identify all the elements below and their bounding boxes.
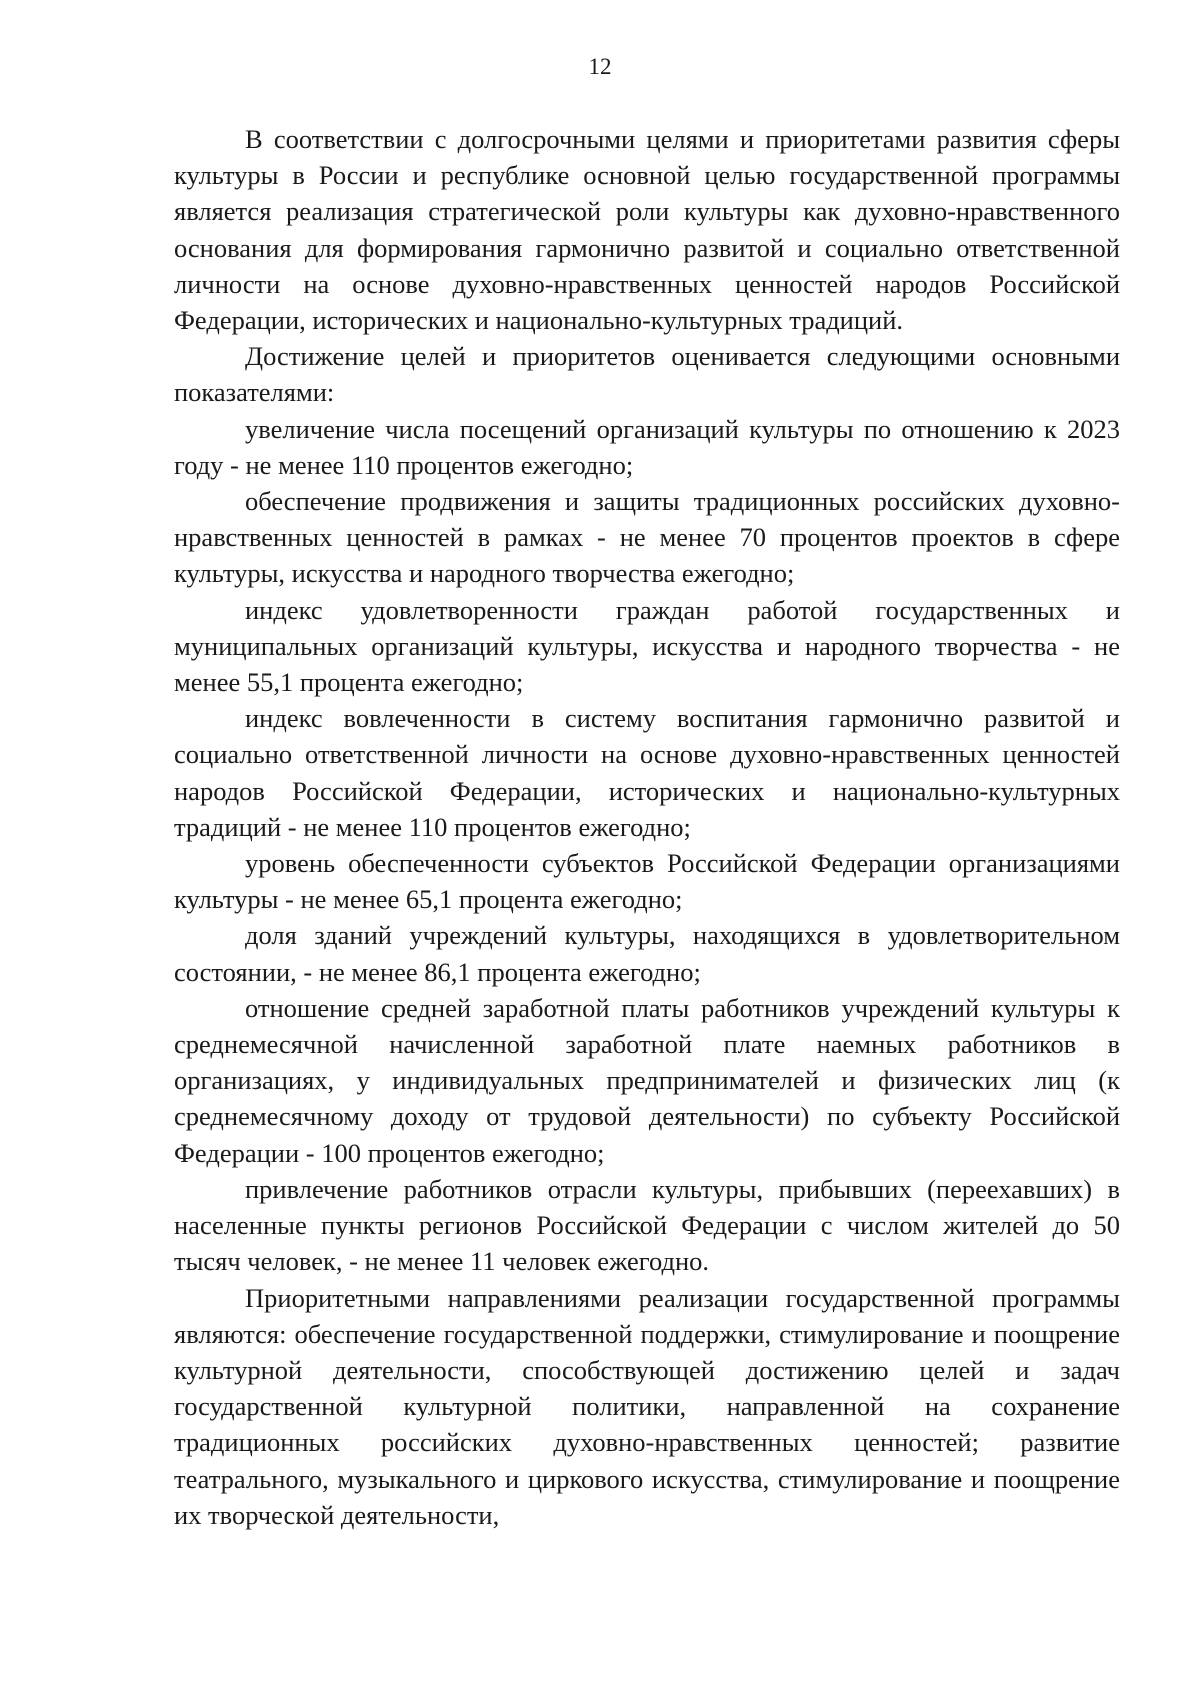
- indicator-buildings-share: доля зданий учреждений культуры, находящихся в удовлетворительном состоянии, - не менее 86,1 процента ежегодно;: [174, 920, 1120, 987]
- indicator-involvement-index: индекс вовлеченности в систему воспитания гармонично развитой и социально ответственной личности на основе духовно-нравственных ценностей народов Российской Федерации, исторических и национально-культурных традиций - не менее 110 процентов ежегодно;: [174, 703, 1120, 842]
- indicator-provision-level: уровень обеспеченности субъектов Российской Федерации организациями культуры - не менее 65,1 процента ежегодно;: [174, 848, 1120, 915]
- indicator-satisfaction-index: индекс удовлетворенности граждан работой государственных и муниципальных организаций культуры, искусства и народного творчества - не менее 55,1 процента ежегодно;: [174, 594, 1120, 698]
- paragraph-main-goal: В соответствии с долгосрочными целями и приоритетами развития сферы культуры в России и республике основной целью государственной программы является реализация стратегической роли культуры как духовно-нравственного основания для формирования гармонично развитой и социально ответственной личности на основе духовно-нравственных ценностей народов Российской Федерации, исторических и национально-культурных традиций.: [174, 124, 1120, 336]
- document-body: [174, 121, 1120, 1533]
- page-number: 12: [588, 54, 612, 79]
- indicator-values-projects: обеспечение продвижения и защиты традиционных российских духовно-нравственных ценностей в рамках - не менее 70 процентов проектов в сфере культуры, искусства и народного творчества ежегодно;: [174, 486, 1120, 589]
- indicator-visits: увеличение числа посещений организаций культуры по отношению к 2023 году - не менее 110 процентов ежегодно;: [174, 413, 1120, 480]
- indicator-salary-ratio: отношение средней заработной платы работников учреждений культуры к среднемесячной начисленной заработной плате наемных работников в организациях, у индивидуальных предпринимателей и физических лиц (к среднемесячному доходу от трудовой деятельности) по субъекту Российской Федерации - 100 процентов ежегодно;: [174, 992, 1120, 1168]
- paragraph-indicators-intro: Достижение целей и приоритетов оценивается следующими основными показателями:: [174, 341, 1120, 408]
- paragraph-priority-directions: Приоритетными направлениями реализации государственной программы являются: обеспечение государственной поддержки, стимулирование и поощрение культурной деятельности, способствующей достижению целей и задач государственной культурной политики, направленной на сохранение традиционных российских духовно-нравственных ценностей; развитие театрального, музыкального и циркового искусства, стимулирование и поощрение их творческой деятельности,: [174, 1282, 1120, 1530]
- indicator-workers-relocation: привлечение работников отрасли культуры, прибывших (переехавших) в населенные пункты регионов Российской Федерации с числом жителей до 50 тысяч человек, - не менее 11 человек ежегодно.: [174, 1173, 1120, 1277]
